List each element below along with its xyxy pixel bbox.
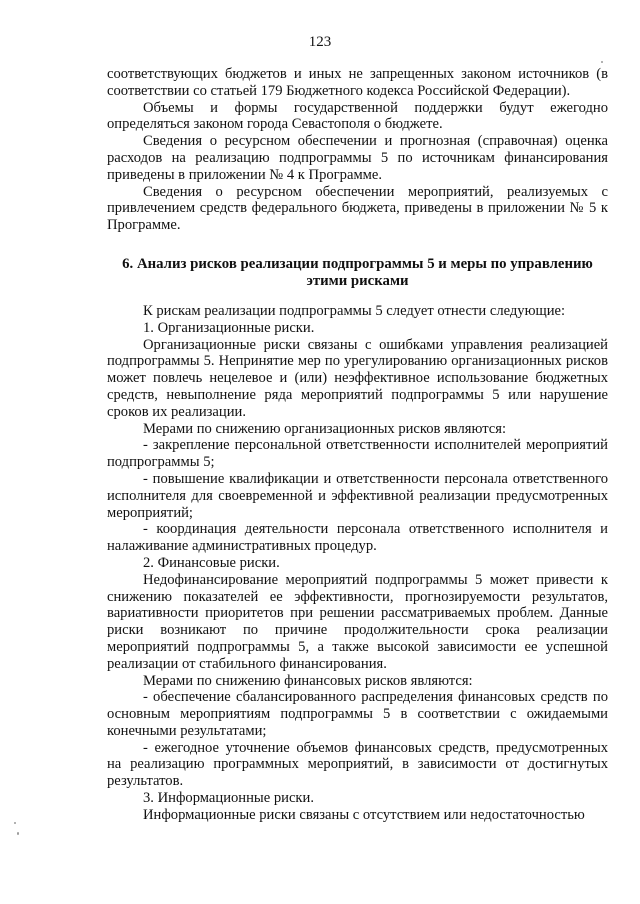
list-item: - повышение квалификации и ответственности персонала ответственного исполнителя для своевременной и эффективной реализации предусмотренных мероприятий;	[107, 470, 608, 521]
paragraph: Сведения о ресурсном обеспечении мероприятий, реализуемых с привлечением средств федерального бюджета, приведены в приложении № 5 к Программе.	[107, 183, 608, 234]
list-item: - координация деятельности персонала ответственного исполнителя и налаживание административных процедур.	[107, 521, 608, 555]
paragraph: Объемы и формы государственной поддержки будут ежегодно определяться законом города Севастополя о бюджете.	[107, 99, 608, 133]
list-item: - закрепление персональной ответственности исполнителей мероприятий подпрограммы 5;	[107, 437, 608, 471]
list-item: 2. Финансовые риски.	[143, 554, 280, 571]
list-item: 3. Информационные риски.	[143, 790, 314, 807]
list-item: 1. Организационные риски.	[143, 319, 315, 336]
paragraph: Мерами по снижению финансовых рисков являются:	[143, 672, 473, 689]
paragraph: Недофинансирование мероприятий подпрограммы 5 может привести к снижению показателей ее эффективности, прогнозируемости результатов, вариативности приоритетов при решении рассматриваемых проблем. Данные риски возникают по причине продолжительности срока реализации мероприятий подпрограммы 5, а также высокой зависимости ее успешной реализации от стабильного финансирования.	[107, 571, 608, 672]
page-number: 123	[308, 34, 332, 50]
paragraph: соответствующих бюджетов и иных не запрещенных законом источников (в соответствии со статьей 179 Бюджетного кодекса Российской Федерации).	[107, 66, 608, 99]
list-item: - обеспечение сбалансированного распределения финансовых средств по основным мероприятиям подпрограммы 5 в соответствии с ожидаемыми конечными результатами;	[107, 689, 608, 739]
paragraph: К рискам реализации подпрограммы 5 следует отнести следующие:	[143, 302, 566, 319]
paragraph: Информационные риски связаны с отсутствием или недостаточностью	[143, 806, 585, 823]
scan-speck	[14, 822, 16, 824]
scan-speck	[17, 832, 19, 835]
paragraph: Сведения о ресурсном обеспечении и прогнозная (справочная) оценка расходов на реализацию подпрограммы 5 по источникам финансирования приведены в приложении № 4 к Программе.	[107, 133, 608, 183]
section-heading: 6. Анализ рисков реализации подпрограммы 5 и меры по управлению этими рисками	[122, 255, 593, 289]
paragraph: Мерами по снижению организационных рисков являются:	[143, 420, 507, 437]
scan-speck	[601, 61, 603, 63]
list-item: - ежегодное уточнение объемов финансовых средств, предусмотренных на реализацию программных мероприятий, в зависимости от достигнутых результатов.	[107, 739, 608, 790]
paragraph: Организационные риски связаны с ошибками управления реализацией подпрограммы 5. Непринятие мер по урегулированию организационных рисков может повлечь нецелевое и (или) неэффективное использование бюджетных средств, невыполнение ряда мероприятий подпрограммы 5 или нарушение сроков их реализации.	[107, 336, 608, 420]
document-body	[107, 66, 608, 824]
